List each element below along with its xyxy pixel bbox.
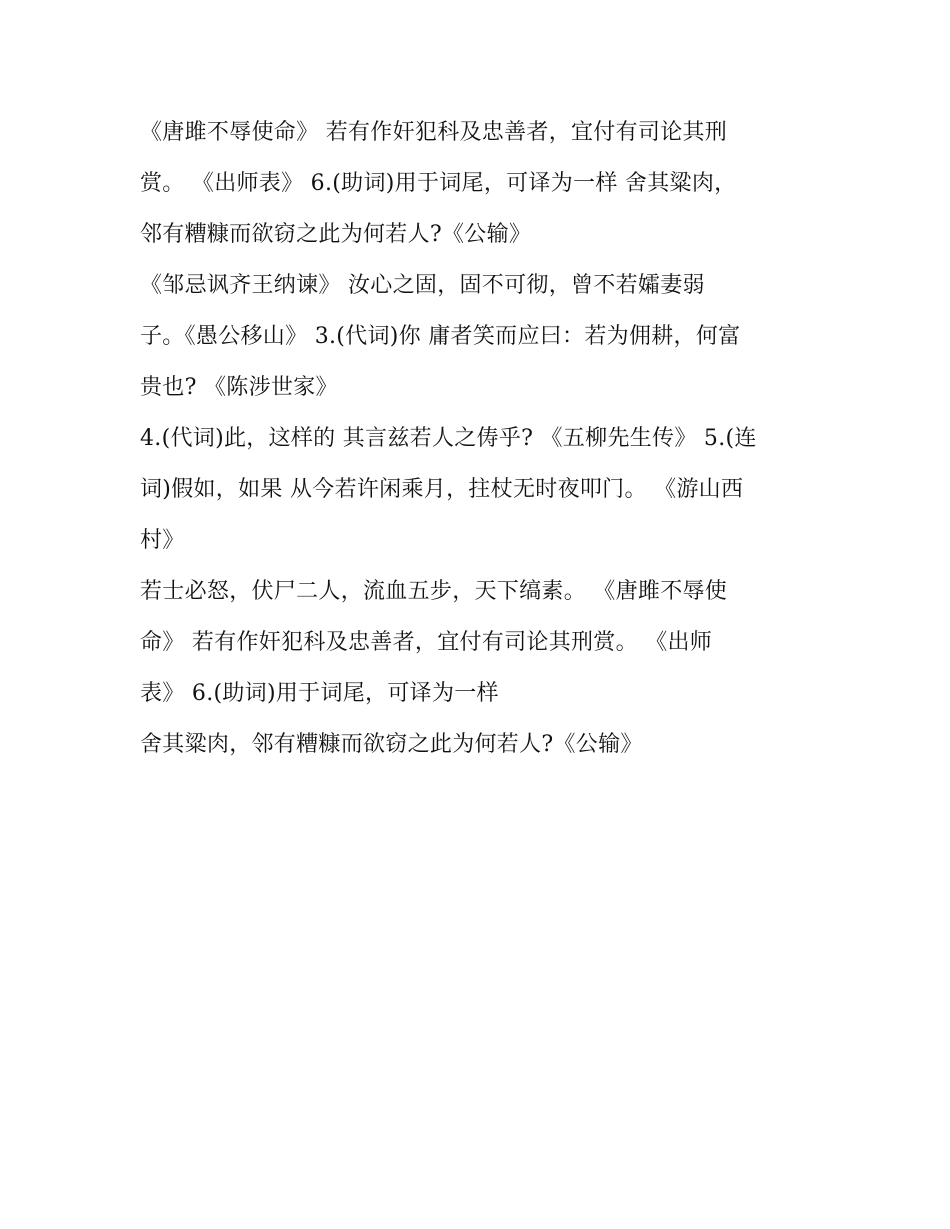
text-line-6: 贵也? 《陈涉世家》 — [140, 375, 338, 400]
text-line-13: 舍其粱肉，邻有糟糠而欲窃之此为何若人?《公输》 — [140, 732, 643, 757]
text-line-4: 《邹忌讽齐王纳谏》 汝心之固，固不可彻，曾不若孀妻弱 — [140, 273, 705, 298]
text-line-9: 村》 — [140, 528, 185, 553]
text-line-5: 子。《愚公移山》 3.(代词)你 庸者笑而应曰：若为佣耕，何富 — [140, 324, 741, 349]
text-line-8: 词)假如，如果 从今若许闲乘月，拄杖无时夜叩门。 《游山西 — [140, 477, 744, 502]
text-line-3: 邻有糟糠而欲窃之此为何若人?《公输》 — [140, 222, 532, 247]
text-line-12: 表》 6.(助词)用于词尾，可译为一样 — [140, 681, 499, 706]
text-line-11: 命》 若有作奸犯科及忠善者，宜付有司论其刑赏。 《出师 — [140, 630, 713, 655]
text-line-10: 若士必怒，伏尸二人，流血五步，天下缟素。 《唐雎不辱使 — [140, 579, 728, 604]
document-body — [140, 107, 820, 770]
text-line-1: 《唐雎不辱使命》 若有作奸犯科及忠善者，宜付有司论其刑 — [140, 120, 728, 145]
text-line-2: 赏。 《出师表》 6.(助词)用于词尾，可译为一样 舍其粱肉， — [140, 171, 737, 196]
text-line-7: 4.(代词)此，这样的 其言兹若人之俦乎? 《五柳先生传》 5.(连 — [140, 426, 757, 451]
